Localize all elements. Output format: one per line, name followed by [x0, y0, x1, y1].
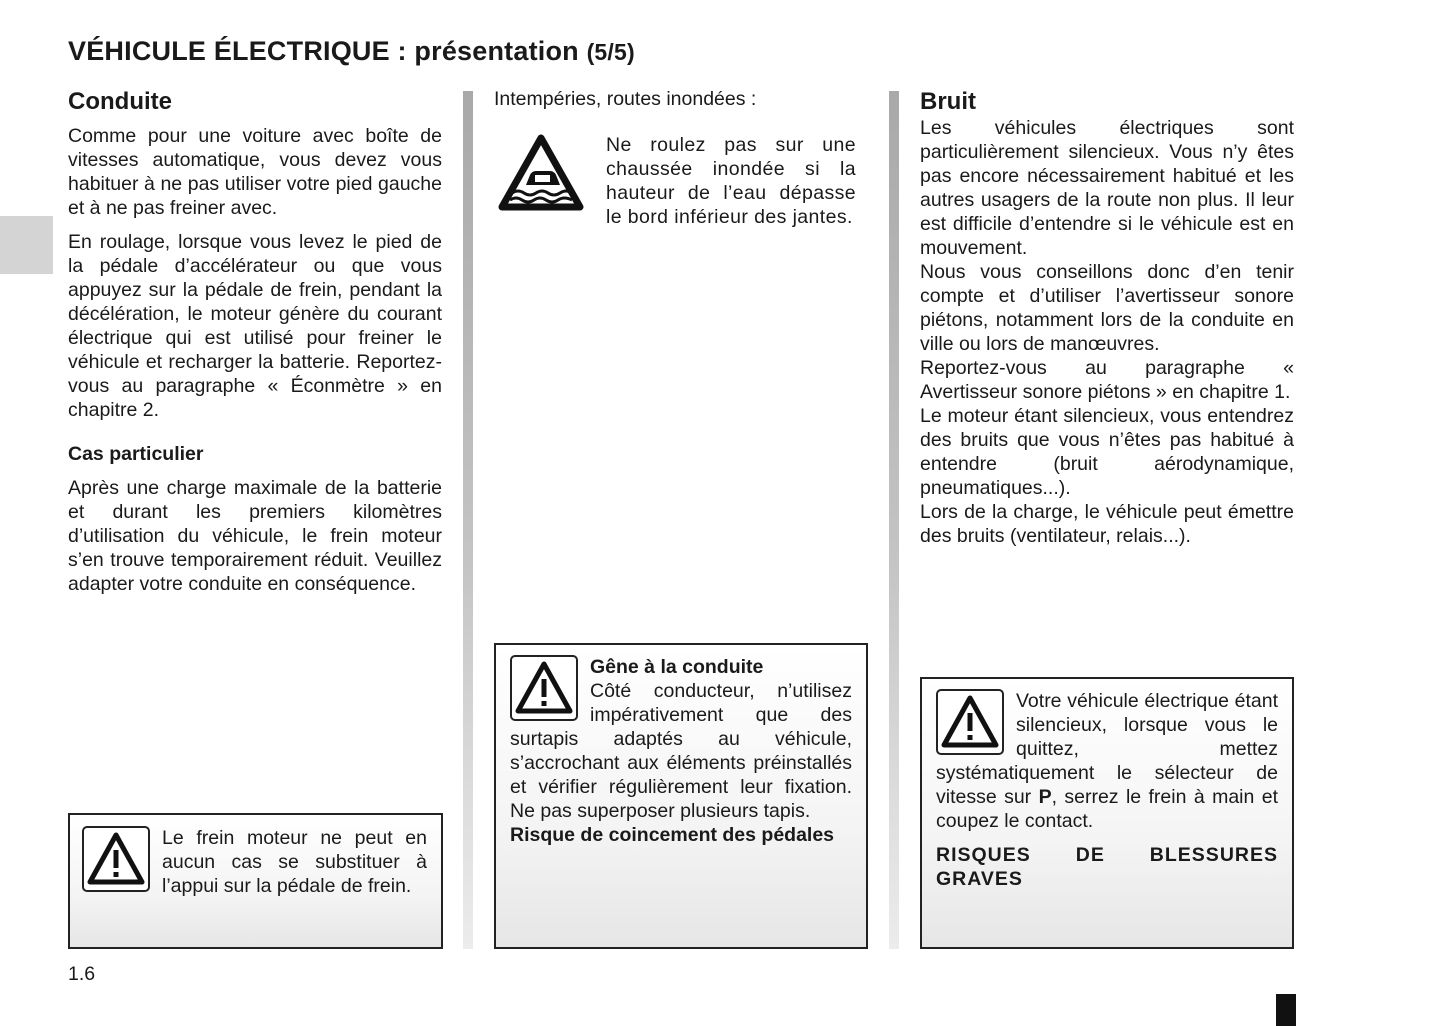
column-divider-left	[463, 91, 473, 949]
floor-mats-warning-body: Côté conducteur, n’utilisez impérativement que des surtapis adaptés au véhicule, s’accrochant aux éléments préinstallés et vérifier régulièrement leur fixation. Ne pas superposer plusieurs tapis.	[510, 680, 852, 822]
section-heading-conduite: Conduite	[68, 88, 172, 115]
title-page-indicator: (5/5)	[586, 39, 635, 65]
weather-intro: Intempéries, routes inondées :	[494, 88, 757, 110]
silent-warning-part-2: , serrez le frein à main et coupez le contact.	[936, 786, 1278, 832]
warning-triangle-icon	[82, 826, 150, 892]
conduite-paragraph-2: En roulage, lorsque vous levez le pied de la pédale d’accélérateur ou que vous appuyez sur la pédale de frein, pendant la décélération, le moteur génère du courant électrique qui est utilisé pour freiner le véhicule et recharger la batterie. Reportez-vous au paragraphe « Éconmètre » en chapitre 2.	[68, 231, 442, 421]
warning-triangle-icon	[510, 655, 578, 721]
title-text: VÉHICULE ÉLECTRIQUE : présentation	[68, 36, 579, 66]
bruit-paragraph-1: Les véhicules électriques sont particulièrement silencieux. Vous n’y êtes pas encore nécessairement habitué et les autres usagers de la route non plus. Il leur est difficile d’entendre si le véhicule est en mouvement.	[920, 117, 1294, 259]
flooded-road-icon	[498, 133, 584, 213]
column-divider-right	[889, 91, 899, 949]
warning-triangle-icon	[936, 689, 1004, 755]
left-column	[68, 88, 442, 596]
conduite-paragraph-1: Comme pour une voiture avec boîte de vitesses automatique, vous devez vous habituer à ne pas utiliser votre pied gauche et à ne pas freiner avec.	[68, 125, 442, 219]
warning-box-silent-vehicle	[920, 677, 1294, 949]
right-column	[920, 88, 1294, 548]
gear-position-p: P	[1038, 786, 1052, 808]
page-edge-marker	[1276, 994, 1296, 1026]
floor-mats-warning-risk: Risque de coincement des pédales	[510, 824, 835, 846]
bruit-paragraph-5: Lors de la charge, le véhicule peut émettre des bruits (ventilateur, relais...).	[920, 501, 1294, 547]
section-heading-bruit: Bruit	[920, 88, 976, 115]
bruit-paragraph-2: Nous vous conseillons donc d’en tenir compte et d’utiliser l’avertisseur sonore piétons, notamment lors de la conduite en ville ou lors de manœuvres.	[920, 261, 1294, 355]
page-number: 1.6	[68, 963, 96, 985]
warning-box-engine-brake	[68, 813, 443, 949]
page-title	[68, 36, 635, 67]
bruit-paragraph-3: Reportez-vous au paragraphe « Avertisseur sonore piétons » en chapitre 1.	[920, 357, 1294, 403]
cas-particulier-paragraph: Après une charge maximale de la batterie et durant les premiers kilomètres d’utilisation du véhicule, le frein moteur s’en trouve temporairement réduit. Veuillez adapter votre conduite en conséquence.	[68, 477, 442, 595]
warning-box-floor-mats	[494, 643, 868, 949]
bruit-paragraph-4: Le moteur étant silencieux, vous entendrez des bruits que vous n’êtes pas habitué à entendre (bruit aérodynamique, pneumatiques...).	[920, 405, 1294, 499]
flood-warning-text: Ne roulez pas sur une chaussée inondée si la hauteur de l’eau dépasse le bord inférieur des jantes.	[606, 134, 856, 228]
chapter-tab-marker	[0, 216, 53, 274]
silent-vehicle-warning-risk: RISQUES DE BLESSURES GRAVES	[936, 844, 1278, 890]
flood-advice	[494, 133, 856, 229]
floor-mats-warning-title: Gêne à la conduite	[590, 656, 764, 678]
engine-brake-warning-text: Le frein moteur ne peut en aucun cas se substituer à l’appui sur la pédale de frein.	[162, 827, 427, 897]
subheading-cas-particulier: Cas particulier	[68, 443, 204, 465]
silent-warning-part-1: Votre véhicule électrique étant silencieux, lorsque vous le quittez, mettez systématiquement le sélecteur de vitesse sur	[936, 690, 1278, 808]
middle-column	[494, 87, 856, 229]
